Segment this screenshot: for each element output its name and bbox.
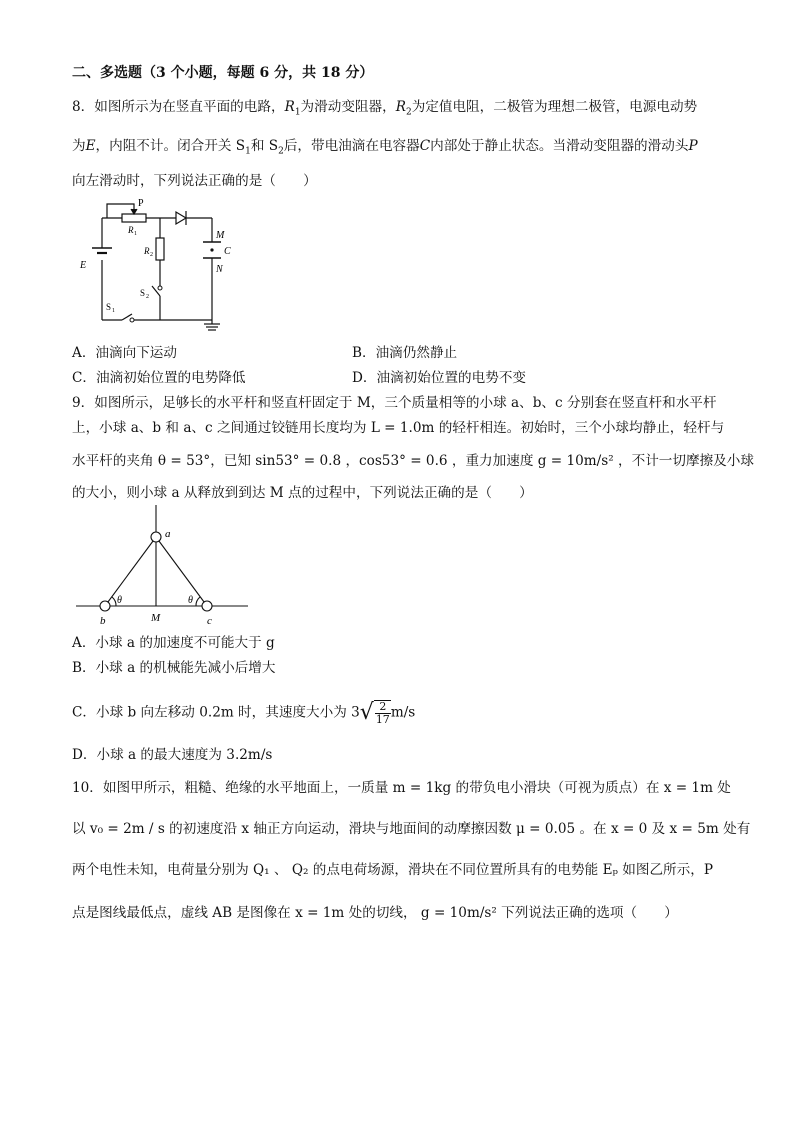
q8-line-2: 为E，内阻不计。闭合开关 $S_1$和 $S_2$后，带电油滴在电容器C内部处于静止状态。当滑动变阻器的滑动头P [72,138,698,157]
label-a: a [165,528,171,540]
q10-line-1: 10．如图甲所示，粗糙、绝缘的水平地面上，一质量 m = 1kg 的带负电小滑块（可视为质点）在 x = 1m 处 [72,780,731,796]
q8-text: 为 [72,138,86,154]
label-n: N [216,264,223,275]
q8-question: 向左滑动时，下列说法正确的是（ ） [72,173,317,189]
label-m: M [151,612,161,624]
q8-option-a[interactable]: A．油滴向下运动 [72,345,177,361]
q8-text: 8．如图所示为在竖直平面的电路， [72,99,285,115]
q10-line-4: 点是图线最低点，虚线 AB 是图像在 x = 1m 处的切线， g = 10m/s² 下列说法正确的选项（ ） [72,905,678,921]
q8-text: ，内阻不计。闭合开关 S [95,138,246,154]
q8-text: 后，带电油滴在电容器 [283,138,420,154]
label-s1-sub: 1 [112,308,115,314]
label-s1: S [106,302,112,312]
q8-capacitor-label: C [419,138,431,154]
q9-line-3: 水平杆的夹角 θ = 53°，已知 sin53° = 0.8 ，cos53° = 0.6 ，重力加速度 g = 10m/s² ，不计一切摩擦及小球 [72,453,754,469]
frac-denominator: 17 [375,713,390,726]
q8-text: 为定值电阻，二极管为理想二极管，电源电动势 [411,99,698,115]
label-s2: S [140,288,146,298]
label-theta-left: θ [117,595,122,606]
q9-line-2: 上，小球 a、b 和 a、c 之间通过铰链用长度均为 L = 1.0m 的轻杆相连。初始时，三个小球均静止，轻杆与 [72,420,725,436]
q9-line-4: 的大小，则小球 a 从释放到到达 M 点的过程中，下列说法正确的是（ ） [72,485,533,501]
label-m: M [216,230,225,241]
q8-emf: E [85,138,96,154]
label-c: c [207,615,212,627]
q9-option-a[interactable]: A．小球 a 的加速度不可能大于 g [72,635,275,651]
rod-diagram [72,505,262,630]
label-s2-sub: 2 [146,294,149,300]
q8-r1: R [284,99,295,115]
q10-line-2: 以 v₀ = 2m / s 的初速度沿 x 轴正方向运动，滑块与地面间的动摩擦因数 μ = 0.05 。在 x = 0 及 x = 5m 处有 [72,821,751,837]
q9-option-b[interactable]: B．小球 a 的机械能先减小后增大 [72,660,276,676]
label-p: P [138,198,144,209]
q9-option-c[interactable] [72,700,415,726]
q8-option-c[interactable]: C．油滴初始位置的电势降低 [72,370,246,386]
circuit-diagram [72,196,232,336]
q10-line-3: 两个电性未知，电荷量分别为 Q₁ 、 Q₂ 的点电荷场源，滑块在不同位置所具有的电势能 Eₚ 如图乙所示，P [72,862,713,878]
q8-p: P [688,138,698,154]
q8-text: 内部处于静止状态。当滑动变阻器的滑动头 [430,138,689,154]
q8-line-1: 8．如图所示为在竖直平面的电路，$R_1$为滑动变阻器，$R_2$为定值电阻，二极管为理想二极管，电源电动势 [72,99,698,118]
q9-option-d[interactable]: D．小球 a 的最大速度为 3.2m/s [72,747,273,763]
label-r1: R [128,225,134,235]
q9-line-1: 9．如图所示，足够长的水平杆和竖直杆固定于 M，三个质量相等的小球 a、b、c 分别套在竖直杆和水平杆 [72,395,717,411]
label-r2-sub: 2 [150,252,153,258]
frac-numerator: 2 [375,701,391,714]
label-theta-right: θ [188,595,193,606]
q9-option-c-unit: m/s [390,704,416,721]
label-b: b [100,615,106,627]
label-r2: R [144,246,150,256]
q8-text: 为滑动变阻器， [300,99,396,115]
sqrt-body [374,700,391,726]
section-title: 二、多选题（3 个小题，每题 6 分，共 18 分） [72,65,374,81]
label-r1-sub: 1 [134,231,137,237]
sqrt-icon: √ [359,700,374,725]
label-e: E [80,260,87,271]
label-c: C [224,246,231,257]
q9-option-c-text: C．小球 b 向左移动 0.2m 时，其速度大小为 3 [72,704,360,721]
q8-option-d[interactable]: D．油滴初始位置的电势不变 [352,370,527,386]
q8-r2: R [395,99,406,115]
q8-option-b[interactable]: B．油滴仍然静止 [352,345,458,361]
q8-text: 和 S [250,138,279,154]
